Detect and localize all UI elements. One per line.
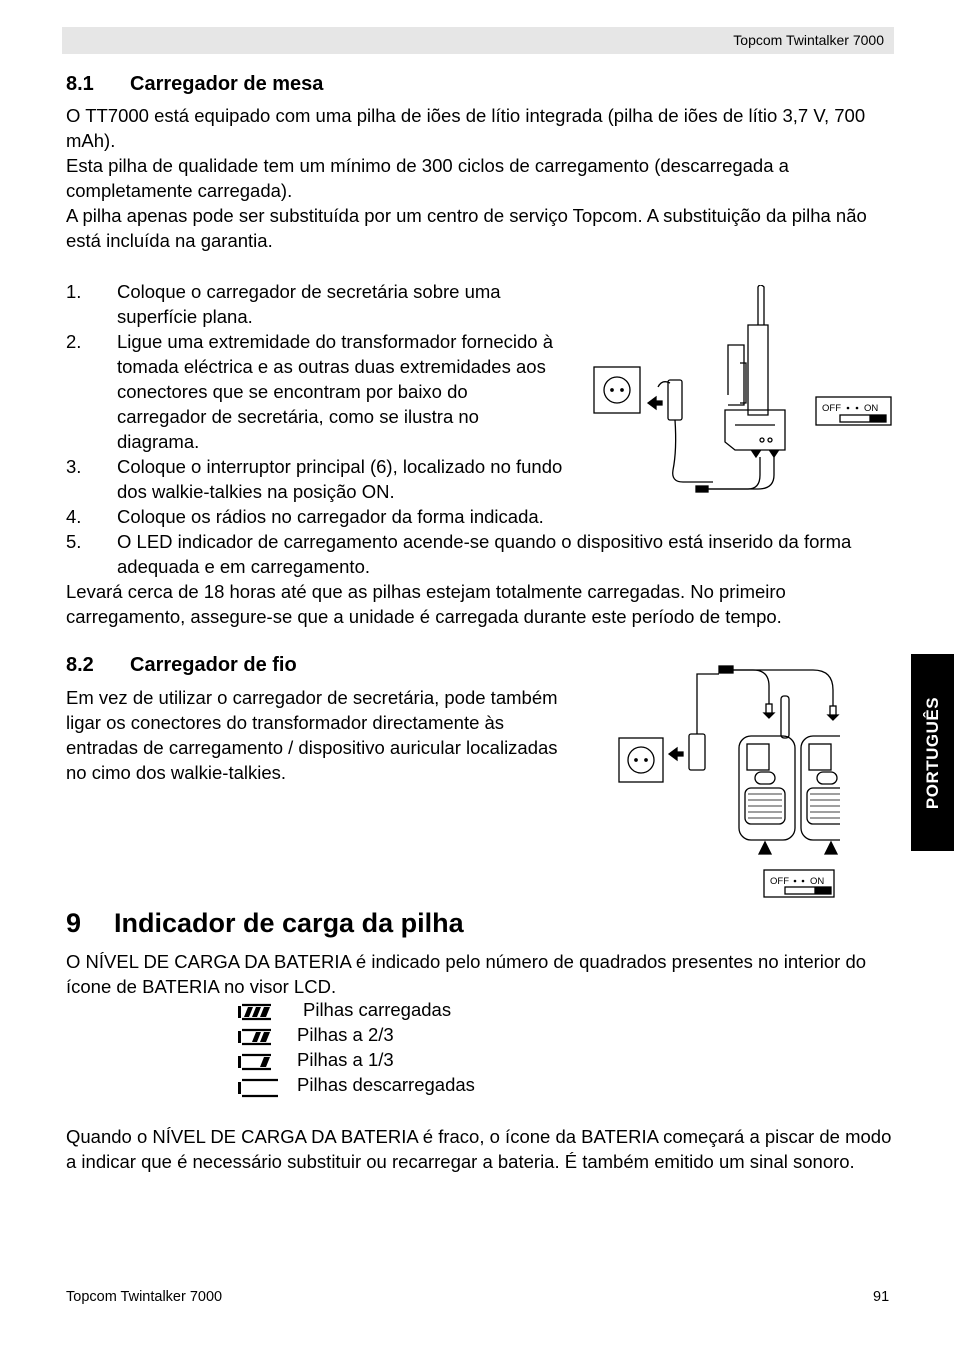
language-tab-label: PORTUGUÊS xyxy=(922,696,942,809)
wall-socket-icon xyxy=(594,367,640,413)
switch-arrows-icon xyxy=(759,842,837,854)
desk-charger-diagram xyxy=(590,285,895,495)
section-8-2-heading xyxy=(66,654,297,677)
step-text: Coloque o interruptor principal (6), localizado no fundo dos walkie-talkies na posição ON. xyxy=(117,456,563,502)
battery-two-thirds-icon xyxy=(237,1027,273,1047)
list-item xyxy=(66,529,897,579)
battery-level-label: Pilhas carregadas xyxy=(303,999,452,1020)
switch-off-label: OFF xyxy=(822,403,841,414)
cable-plug-icon xyxy=(696,457,774,492)
switch-on-label: ON xyxy=(810,876,825,887)
adapter-icon xyxy=(669,674,719,770)
page-number: 91 xyxy=(873,1289,890,1305)
adapter-icon xyxy=(648,380,713,482)
battery-level-empty xyxy=(237,1074,537,1099)
page-header xyxy=(62,27,894,54)
step-text: O LED indicador de carregamento acende-se quando o dispositivo está inserido da forma adequada e em carregamento. xyxy=(117,531,852,577)
paragraph: O TT7000 está equipado com uma pilha de iões de lítio integrada (pilha de iões de lítio 3,7 V, 700 mAh). xyxy=(66,105,866,151)
section-9-heading xyxy=(66,908,464,939)
battery-level-label: Pilhas a 2/3 xyxy=(297,1024,394,1045)
language-tab xyxy=(911,654,954,851)
list-item xyxy=(66,279,557,329)
step-text: Coloque o carregador de secretária sobre uma superfície plana. xyxy=(117,281,501,327)
step-number: 2. xyxy=(66,331,82,352)
charger-base-icon xyxy=(725,285,785,450)
paragraph: Esta pilha de qualidade tem um mínimo de 300 ciclos de carregamento (descarregada a completamente carregada). xyxy=(66,155,789,201)
battery-level-label: Pilhas a 1/3 xyxy=(297,1049,394,1070)
section-title: Indicador de carga da pilha xyxy=(114,908,464,938)
step-text: Coloque os rádios no carregador da forma indicada. xyxy=(117,506,544,527)
wall-socket-icon xyxy=(619,738,663,782)
cable-plug-icon xyxy=(719,666,838,720)
section-number: 9 xyxy=(66,908,82,938)
walkie-talkie-icon xyxy=(739,696,795,840)
section-8-1-heading xyxy=(66,73,323,96)
charging-time-note: Levará cerca de 18 horas até que as pilhas estejam totalmente carregadas. No primeiro carregamento, assegure-se que a unidade é carregada durante este período de tempo. xyxy=(66,581,786,627)
footer-title: Topcom Twintalker 7000 xyxy=(66,1289,223,1305)
step-number: 3. xyxy=(66,456,82,477)
list-item xyxy=(66,329,557,454)
step-number: 1. xyxy=(66,281,82,302)
battery-full-icon xyxy=(237,1002,273,1022)
step-number: 4. xyxy=(66,506,82,527)
switch-off-label: OFF xyxy=(770,876,789,887)
list-item xyxy=(66,454,567,504)
paragraph: A pilha apenas pode ser substituída por um centro de serviço Topcom. A substituição da pilha não está incluída na garantia. xyxy=(66,205,867,251)
section-title: Carregador de fio xyxy=(130,654,297,676)
battery-one-third-icon xyxy=(237,1052,273,1072)
switch-on-label: ON xyxy=(864,403,879,414)
cable-charger-diagram xyxy=(615,660,840,900)
battery-level-full xyxy=(237,999,537,1024)
section-8-2-body: Em vez de utilizar o carregador de secretária, pode também ligar os conectores do transformador directamente às entradas de carregamento / dispositivo auricular localizadas no cimo dos walkie-talkies. xyxy=(66,687,558,783)
header-title: Topcom Twintalker 7000 xyxy=(733,32,884,48)
battery-empty-icon xyxy=(237,1077,279,1099)
section-number: 8.1 xyxy=(66,73,94,95)
section-8-1-body xyxy=(66,103,891,253)
section-number: 8.2 xyxy=(66,654,94,676)
battery-level-two-thirds xyxy=(237,1024,537,1049)
step-number: 5. xyxy=(66,531,82,552)
battery-intro: O NÍVEL DE CARGA DA BATERIA é indicado pelo número de quadrados presentes no interior do ícone de BATERIA no visor LCD. xyxy=(66,951,867,997)
section-title: Carregador de mesa xyxy=(130,73,324,95)
connector-arrows-icon xyxy=(752,451,778,457)
list-item xyxy=(66,504,897,529)
power-switch-icon xyxy=(764,870,834,897)
battery-level-label: Pilhas descarregadas xyxy=(297,1074,475,1095)
power-switch-icon xyxy=(816,397,891,425)
step-text: Ligue uma extremidade do transformador fornecido à tomada eléctrica e as outras duas extremidades aos conectores que se encontram por baixo do carregador de secretária, como se ilustra no diagrama. xyxy=(117,331,554,452)
battery-level-one-third xyxy=(237,1049,537,1074)
low-battery-warning: Quando o NÍVEL DE CARGA DA BATERIA é fraco, o ícone da BATERIA começará a piscar de modo a indicar que é necessário substituir ou recarregar a bateria. É também emitido um sinal sonoro. xyxy=(66,1126,892,1172)
